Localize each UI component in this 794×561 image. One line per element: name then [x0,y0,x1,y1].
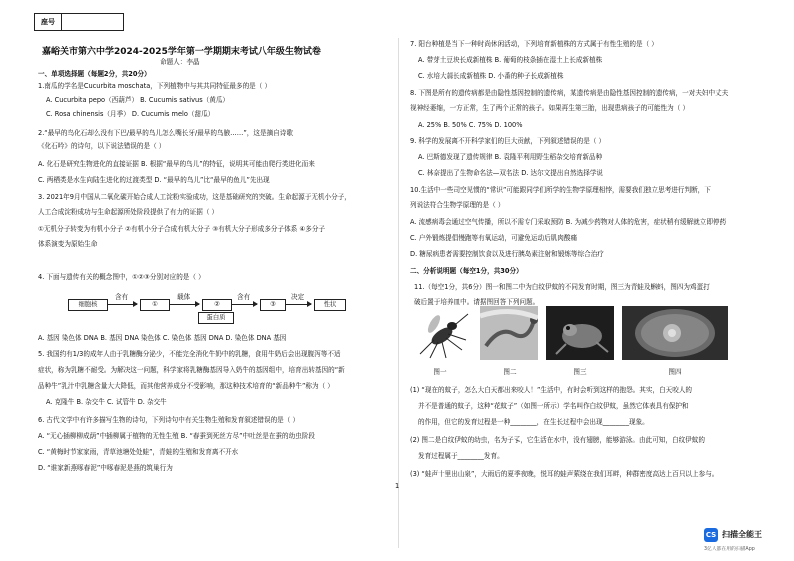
left-line: 《化石吟》的诗句，以下说法错误的是（ ） [38,142,166,150]
q11-answer-line: (1) “现在的蚊子，怎么大白天都出来咬人！”生活中，有时会听到这样的抱怨。其实，白天咬人的 [410,386,693,394]
author-line: 命题人：李晶 [160,58,200,66]
scanner-logo-icon: CS [704,528,718,542]
right-line: 7. 阳台种植是当下一种时尚休闲活动，下列培育新植株的方式属于有性生殖的是（ ） [410,40,658,48]
right-line: 视神经萎缩，一方正常，生了两个正常的孩子。如果再生第三胎，出现患病孩子的可能性为（ ） [410,104,690,112]
section2-title: 二、分析说明题（每空1分，共30分） [410,267,523,275]
concept-box-trait: 性状 [314,299,346,311]
q11-line: 11.（每空1分，共6分）图一和图二中为白纹伊蚊的不同发育时期，图三为青蛙及蝌蚪，图四为鸡蛋打 [414,283,710,291]
right-line: A. 流感病毒会通过空气传播，所以不需专门采取预防 B. 为减少药物对人体的危害，症状稍有缓解就立即停药 [410,218,727,226]
left-line: 品种牛”乳汁中乳糖含量大大降低，而其他营养成分不受影响，那这种技术培育的“新品种牛”称为（ ） [38,382,334,390]
right-line: C. 水培大蒜长成新植株 D. 小番的种子长成新植株 [418,72,564,80]
figure-caption: 图三 [573,368,587,376]
q11-answer-line: 并不是普通的蚊子，这种“花蚊子”（如图一所示）学名叫作白纹伊蚊，虽然它体表具有保护和 [418,402,689,410]
right-line: A. 巴斯德发现了遗传规律 B. 袁隆平利用野生稻杂交培育新品种 [418,153,603,161]
left-line: D. “谁家新燕啄春泥”中啄春泥是燕的筑巢行为 [38,464,173,472]
concept-box-nucleus: 细胞核 [68,299,108,311]
left-line: 1.南瓜的学名是Cucurbita moschata，下列植物中与其共同特征最多的是（ ） [38,82,272,90]
right-line: 10.生活中一些司空见惯的“常识”可能跟同学们所学的生物学原理相悖，需要我们独立思考进行判断，下 [410,186,711,194]
figure-2-larva [480,306,538,360]
left-line: 5. 我国约有1/3的成年人由于乳糖酶分泌少，不能完全消化牛奶中的乳糖，食用牛奶后会出现腹泻等不适 [38,350,341,358]
concept-box-2: ② [202,299,232,311]
page-number: 1 [395,482,400,490]
concept-arrow [231,304,257,305]
concept-box-1: ① [140,299,170,311]
q11-line: 破后置于培养皿中。请据图回答下列问题。 [414,298,540,306]
seat-number-box [34,13,124,31]
right-line: 8. 下图是所有的遗传病都是由隐性基因控制的遗传病，某遗传病是由隐性基因控制的遗传病，一对夫妇中丈夫 [410,89,729,97]
q11-answer-line: (3) “蛙声十里出山泉”，大雨后的夏季夜晚，悦耳的蛙声萦绕在我们耳畔，种群密度高达上百只以上参与。 [410,470,719,478]
section1-title: 一、单项选择题（每题2分，共20分） [38,70,151,78]
concept-box-protein: 蛋白质 [198,312,234,324]
concept-arrow [285,304,311,305]
figure-caption: 图四 [668,368,682,376]
concept-label-contains: 含有 [115,293,129,301]
exam-title: 嘉峪关市第六中学2024-2025学年第一学期期末考试八年级生物试卷 [42,47,321,57]
q11-answer-line: (2) 图二是白纹伊蚊的幼虫，名为子孓，它生活在水中，没有翅膀，能够游泳。由此可知，白纹伊蚊的 [410,436,705,444]
column-divider [398,38,399,548]
concept-arrow [169,304,199,305]
right-line: 9. 科学的发展离不开科学家们的巨大贡献，下列叙述错误的是（ ） [410,137,606,145]
q11-answer-line: 发育过程属于________发育。 [418,452,504,460]
left-line: C. 两栖类是水生向陆生进化的过渡类型 D. “最早的鸟儿”比“最早的鱼儿”先出现 [38,176,270,184]
left-line: A. 基因 染色体 DNA B. 基因 DNA 染色体 C. 染色体 基因 DNA D. 染色体 DNA 基因 [38,334,287,342]
concept-arrow [107,304,137,305]
seat-number-label: 座号 [35,14,62,30]
right-line: 列说法符合生物学原理的是（ ） [410,201,505,209]
left-line: C. Rosa chinensis（月季） D. Cucumis melo（甜瓜） [46,110,215,118]
concept-label-carrier: 载体 [177,293,191,301]
left-line: A. “无心插柳柳成荫”中插柳属于植物的无性生殖 B. “春蚕到死丝方尽”中吐丝是在蚕的幼虫阶段 [38,432,316,440]
left-line: 体系演变为原始生命 [38,240,98,248]
right-line: C. 林奈提出了生物命名法—双名法 D. 达尔文提出自然选择学说 [418,169,604,177]
left-line: A. 克隆牛 B. 杂交牛 C. 试管牛 D. 杂交牛 [46,398,167,406]
figure-1-mosquito [412,306,470,360]
left-line: 4. 下面与遗传有关的概念图中，①②③分别对应的是（ ） [38,273,205,281]
scanner-name: 扫描全能王 [722,530,762,539]
left-line: 6. 古代文学中有许多描写生物的诗句，下列诗句中有关生物生殖和发育叙述错误的是（ ） [38,416,300,424]
concept-label-contains2: 含有 [237,293,251,301]
scanner-subtitle: 3亿人都在用的扫描App [704,547,755,552]
left-line: A. Cucurbita pepo（西葫芦） B. Cucumis sativus（黄瓜） [46,96,230,104]
left-line: ①无机分子转变为有机小分子 ②有机小分子合成有机大分子 ③有机大分子形成多分子体系 ④多分子 [38,225,326,233]
left-line: 症状，称为乳糖不耐受。为解决这一问题，科学家将乳糖酶基因导入奶牛的基因组中，培育出转基因的“新 [38,366,345,374]
q11-answer-line: 的作用，但它的发育过程是一种________，在生长过程中会出现________现象。 [418,418,649,426]
figure-caption: 图一 [433,368,447,376]
figure-3-frog [546,306,614,360]
left-line: 人工合成淀粉成功与生命起源所处阶段提供了有力的证据（ ） [38,208,219,216]
left-line: A. 化石是研究生物进化的直接证据 B. 根据“最早的鸟儿”的特征，说明其可能由爬行类进化而来 [38,160,315,168]
concept-label-decides: 决定 [291,293,305,301]
concept-box-3: ③ [260,299,286,311]
right-line: C. 户外锻炼提倡慢跑等有氧运动，可避免运动后肌肉酸痛 [410,234,578,242]
right-line: A. 带芽土豆块长成新植株 B. 葡萄的枝条插在湿土上长成新植株 [418,56,603,64]
left-line: 3. 2021年9月中国从二氧化碳开始合成人工淀粉实验成功，这是基础研究的突破。生命起源于无机小分子， [38,193,351,201]
right-line: A. 25% B. 50% C. 75% D. 100% [418,121,523,129]
left-line: 2.“最早的鸟化石却么没有下巴/最早的鸟儿怎么嘴长牙/最早的鸟腋……”，这是摘自诗歌 [38,129,293,137]
figure-4-egg-dish [622,306,728,360]
figure-caption: 图二 [503,368,517,376]
left-line: C. “黄梅时节家家雨，青草池塘处处蛙”，青蛙的生殖和发育离不开水 [38,448,239,456]
right-line: D. 糖尿病患者需要控制饮食以及进行胰岛素注射和锻炼等综合治疗 [410,250,604,258]
